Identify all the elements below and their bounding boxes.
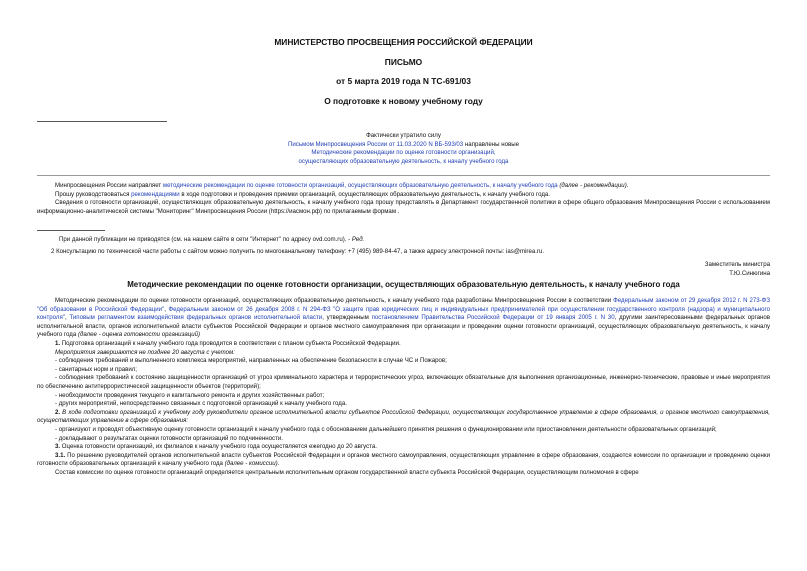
list-item: - других мероприятий, непосредственно связанных с подготовкой организаций к началу учебного года. [55,400,347,408]
text: (далее - оценка готовности организаций) [77,331,201,339]
recommendations-link[interactable]: рекомендациями [131,190,180,198]
law-273-link[interactable]: Федеральным законом от 29 декабря 2012 г. N 273-ФЗ "Об образовании в Российской Федерации" [37,297,770,313]
text: Подготовка организаций к началу учебного года проводится в соответствии с планом субъекта Российской Федерации. [60,339,401,347]
recommendations-paragraph: Мероприятия завершаются не позднее 20 августа с учетом: [55,348,235,356]
document-subject: О подготовке к новому учебному году [324,96,483,106]
resolution-link[interactable]: постановлением Правительства Российской Федерации от 19 января 2005 г. N 30 [371,314,615,322]
text: , утвержденным [322,314,372,322]
text: Минпросвещения России направляет [55,182,163,189]
recommendations-paragraph [37,443,770,452]
intro-paragraph [37,191,770,200]
status-note [0,132,807,166]
paragraph-number: 3. [55,443,61,451]
ministry-heading: МИНИСТЕРСТВО ПРОСВЕЩЕНИЯ РОССИЙСКОЙ ФЕДЕРАЦИИ [274,37,533,47]
text: , другими заинтересованными федеральных органов исполнительной власти, органов исполнительной власти субъектов Российской Федерации и органов местного самоуправления при организации и проведении оценки готовности организаций, осуществляющих образовательную деятельность, к началу учебного года [37,314,771,339]
list-item: - соблюдения требований и выполненного комплекса мероприятий, направленных на обеспечение безопасности в случае ЧС и Пожаров; [55,357,447,365]
status-line-1: Фактически утратило силу [366,132,441,139]
law-294-link[interactable]: Федеральным законом от 26 декабря 2008 г. N 294-ФЗ "О защите прав юридических лиц и индивидуальных предпринимателей при осуществлении государственного контроля (надзора) и муниципального контроля" [37,305,770,322]
list-item: - соблюдения требований к состоянию защищенности организаций от угроз криминального характера и террористических угроз, включающих обязательные для выполнения организационные, инженерно-технические, правовые и иные мероприятия по обеспечению антитеррористической защищенности объектов (территорий); [37,374,770,390]
intro-paragraph [37,182,770,191]
regulation-link[interactable]: Типовым регламентом взаимодействия федеральных органов исполнительной власти [69,314,323,322]
list-item: - докладывают о результатах оценки готовности организаций по подчиненности. [55,434,283,442]
status-line-2 [0,141,807,150]
footnotes [37,236,770,256]
separator-line [37,121,167,122]
intro-section [37,182,770,216]
text: Ред. [351,236,365,243]
text: , [64,314,70,322]
text: По решению руководителей органов исполнительной власти субъектов Российской Федерации и органов местного самоуправления, осуществляющих управление в сфере образования, создаются комиссии по организации и проведению оценки готовности образовательных организаций к началу учебного года [37,451,770,468]
signature-title: Заместитель министра [704,261,770,268]
recommendations-link[interactable]: методические рекомендации по оценке готовности организаций, осуществляющих образовательную деятельность, к началу учебного года [162,182,558,189]
status-link-letter[interactable]: Письмом Минпросвещения России от 11.03.2020 N ВБ-593/03 [288,140,464,148]
recommendations-title: Методические рекомендации по оценке готовности организации, осуществляющих образовательную деятельность, к началу учебного года [127,280,680,289]
signature-block [705,261,770,278]
intro-paragraph: Сведения о готовности организаций, осуществляющих образовательную деятельность, к началу учебного года прошу представлять в Департамент государственной политики в сфере общего образования Минпросвещения России с использованием информационно-аналитической системы "Мониторинг" Минпросвещения России (https://иасмон.рф) по прилагаемым формам . [37,199,770,215]
paragraph-number: 3.1. [55,451,66,459]
signature-name: Т.Ю.Синюгина [729,269,770,277]
text: , [164,305,169,313]
status-line-2-rest: направлены новые [463,140,519,148]
footnote-separator [37,230,105,231]
text: Оценка готовности организаций, их филиалов к началу учебного года осуществляется ежегодно до 20 августа. [60,443,377,451]
recommendations-paragraph: Состав комиссии по оценке готовности организаций определяется центральным исполнительным органом государственной власти субъекта Российской Федерации, осуществляющим полномочия в сфере [55,468,639,476]
list-item: - санитарных норм и правил; [55,365,138,373]
text: (далее - рекомендации). [557,182,629,189]
separator-line [37,175,770,176]
recommendations-paragraph [37,297,770,340]
text: Методические рекомендации по оценки готовности организаций, осуществляющих образовательную деятельность, к началу учебного года разработаны Минпросвещения России в соответствии [55,297,614,304]
text: В ходе подготовки организаций к учебному году руководители органов исполнительной власти субъектов Российской Федерации, осуществляющих государственное управление в сфере образования, и органов местного самоуправления, осуществляющих управление в сфере образования: [37,408,770,425]
paragraph-number: 2. [55,408,61,416]
recommendations-body [37,297,770,477]
document-type: ПИСЬМО [384,57,423,67]
document-date-number: от 5 марта 2019 года N ТС-691/03 [336,76,471,86]
text: (далее - комиссии). [224,460,280,468]
recommendations-paragraph [37,340,770,349]
footnote-2: 2 Консультацию по технической части работы с сайтом можно получить по многоканальному телефону: +7 (495) 989-84-47, а также адресу электронной почты: ias@mirea.ru. [51,247,545,255]
text: При данной публикации не приводятся (см. на нашем сайте в сети "Интернет" по адресу ovd.com.ru). - [59,236,352,243]
list-item: - необходимости проведения текущего и капитального ремонта и других хозяйственных работ; [55,391,325,399]
status-link-recommendations-2[interactable]: осуществляющих образовательную деятельность, к началу учебного года [298,157,509,165]
status-link-recommendations-1[interactable]: Методические рекомендации по оценке готовности организаций, [311,149,496,157]
footnote-1 [59,236,770,245]
list-item: - организуют и проводят объективную оценку готовности организаций к началу учебного года с обоснованием дальнейшего принятия решения о функционировании или приостановлении деятельности образовательных организаций; [55,425,717,433]
paragraph-number: 1. [55,339,61,347]
recommendations-paragraph [37,409,770,426]
text: в ходе подготовки и проведения приемки организаций, осуществляющих образовательную деятельность, к началу учебного года. [179,190,550,198]
recommendations-paragraph [37,452,770,469]
text: Прошу руководствоваться [55,190,132,198]
